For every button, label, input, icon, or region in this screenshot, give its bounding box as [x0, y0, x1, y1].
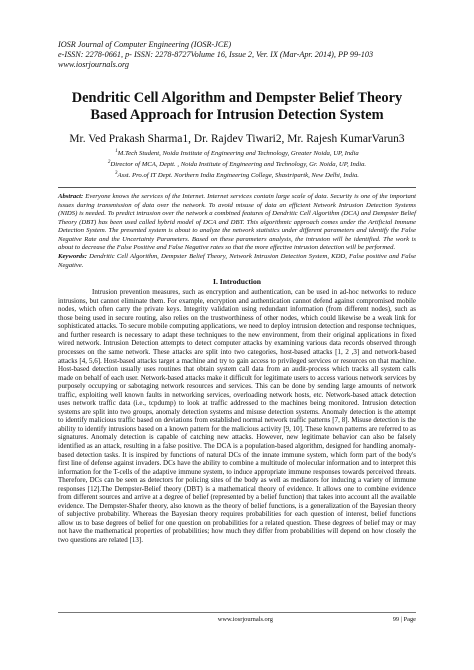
keywords-label: Keywords:	[58, 253, 87, 261]
introduction-paragraph: Intrusion prevention measures, such as encryption and authentication, can be used in ad-hoc networks to reduce intrusions, but cannot eliminate them. For example, encryption and authentication cannot defend against compromised mobile nodes, which often carry the private keys. Integrity validation using redundant information (from different nodes), such as those being used in secure routing, also relies on the trustworthiness of other nodes, which could likewise be a weak link for sophisticated attacks. To secure mobile computing applications, we need to deploy intrusion detection and response techniques, and further research is necessary to adapt these techniques to the new environment, from their original applications in fixed wired network. Intrusion Detection attempts to detect computer attacks by examining various data records observed through processes on the same network. These attacks are split into two categories, host-based attacks [1, 2 ,3] and network-based attacks [4, 5,6]. Host-based attacks target a machine and try to gain access to privileged services or resources on that machine. Host-based detection usually uses routines that obtain system call data from an audit-process which tracks all system calls made on behalf of each user. Network-based attacks make it difficult for legitimate users to access various network services by purposely occupying or sabotaging network resources and services. This can be done by sending large amounts of network traffic, exploiting well known faults in networking services, overloading network hosts, etc. Network-based attack detection uses network traffic data (i.e., tcpdump) to look at traffic addressed to the machines being monitored. Intrusion detection systems are split into two groups, anomaly detection systems and misuse detection systems. Anomaly detection is the attempt to identify malicious traffic based on deviations from established normal network traffic patterns [7, 8]. Misuse detection is the ability to identify intrusions based on a known pattern for the malicious activity [9, 10]. These known patterns are referred to as signatures. Anomaly detection is capable of catching new attacks. However, new legitimate behavior can also be falsely identified as an attack, resulting in a false positive. The DCA is a population-based algorithm, designed for handling anomaly-based detection tasks. It is inspired by functions of natural DCs of the innate immune system, which form part of the body's first line of defense against invaders. DCs have the ability to combine a multitude of molecular information and to interpret this information for the T-cells of the adaptive immune system, to induce appropriate immune responses towards perceived threats. Therefore, DCs can be seen as detectors for policing sites of the body as well as mediators for inducing a variety of immune responses [12].The Dempster-Belief theory (DBT) is a mathematical theory of evidence. It allows one to combine evidence from different sources and arrive at a degree of belief (represented by a belief function) that takes into account all the available evidence. The Dempster-Shafer theory, also known as the theory of belief functions, is a generalization of the Bayesian theory of subjective probability. Whereas the Bayesian theory requires probabilities for each question of interest, belief functions allow us to base degrees of belief for one question on probabilities for a related question. These degrees of belief may or may not have the mathematical properties of probabilities; how much they differ from probabilities will depend on how closely the two questions are related [13].	[58, 288, 416, 544]
affiliation-2	[58, 159, 416, 170]
page-footer	[58, 612, 416, 623]
section-title-introduction: I. Introduction	[213, 277, 261, 287]
abstract-text: Everyone knows the services of the Internet. Internet services contain large scale of data. Security is one of the important issues during transmission of data over the network. To avoid misuse of data an efficient Network Intrusion Detection Systems (NIDS) is needed. To predict intrusion over the network a combined features of Dendritic Cell Algorithm (DCA) and Dempster Belief Theory (DBT) has been used called hybrid model of DCA and DBT. This algorithmic approach comes under the Artificial Immune Detection System. The presented system is about to analyze the network statistics under different parameters and identify the False Negative Rate and the Uncertainty Parameters. Based on these parameters analysis, the intrusion will be identified. The work is about to decrease the False Positive and False Negative rates so that the more effective intrusion detection will be performed.	[58, 193, 416, 251]
affiliation-1-number: 1	[115, 149, 118, 154]
affiliation-3-number: 3	[115, 170, 118, 176]
paper-title: Dendritic Cell Algorithm and Dempster Belief Theory Based Approach for Intrusion Detection System	[71, 90, 403, 123]
footer-page-number: 99 | Page	[392, 616, 416, 623]
abstract-top-rule	[58, 187, 416, 188]
abstract	[58, 193, 416, 252]
affiliation-2-text: Director of MCA, Deptt. , Noida Institute of Engineering and Technology, Gr. Noida, UP, India.	[110, 161, 367, 169]
affiliations	[58, 148, 416, 180]
keywords-text: Dendritic Cell Algorithm, Dempster Belief Theory, Network Intrusion Detection System, KDD, False positive and False Negative.	[58, 253, 416, 269]
affiliation-3	[58, 170, 416, 181]
journal-site: www.iosrjournals.org	[58, 60, 129, 69]
affiliation-2-number: 2	[107, 159, 111, 165]
affiliation-1-text: M.Tech Student, Noida Institute of Engineering and Technology, Greater Noida, UP, India	[117, 150, 359, 158]
affiliation-1	[58, 148, 416, 159]
journal-header	[58, 40, 416, 70]
paper-authors: Mr. Ved Prakash Sharma1, Dr. Rajdev Tiwari2, Mr. Rajesh KumarVarun3	[69, 133, 405, 145]
journal-issn: e-ISSN: 2278-0661, p- ISSN: 2278-8727Volume 16, Issue 2, Ver. IX (Mar-Apr. 2014), PP 99-103	[58, 50, 374, 59]
journal-name: IOSR Journal of Computer Engineering (IOSR-JCE)	[58, 40, 232, 49]
footer-url: www.iosrjournals.org	[217, 616, 273, 623]
abstract-label: Abstract:	[58, 193, 84, 201]
keywords	[58, 253, 416, 270]
affiliation-3-text: Asst. Pro.of IT Dept. Northern India Engineering College, Shastripartk, New Delhi, India.	[117, 171, 359, 179]
